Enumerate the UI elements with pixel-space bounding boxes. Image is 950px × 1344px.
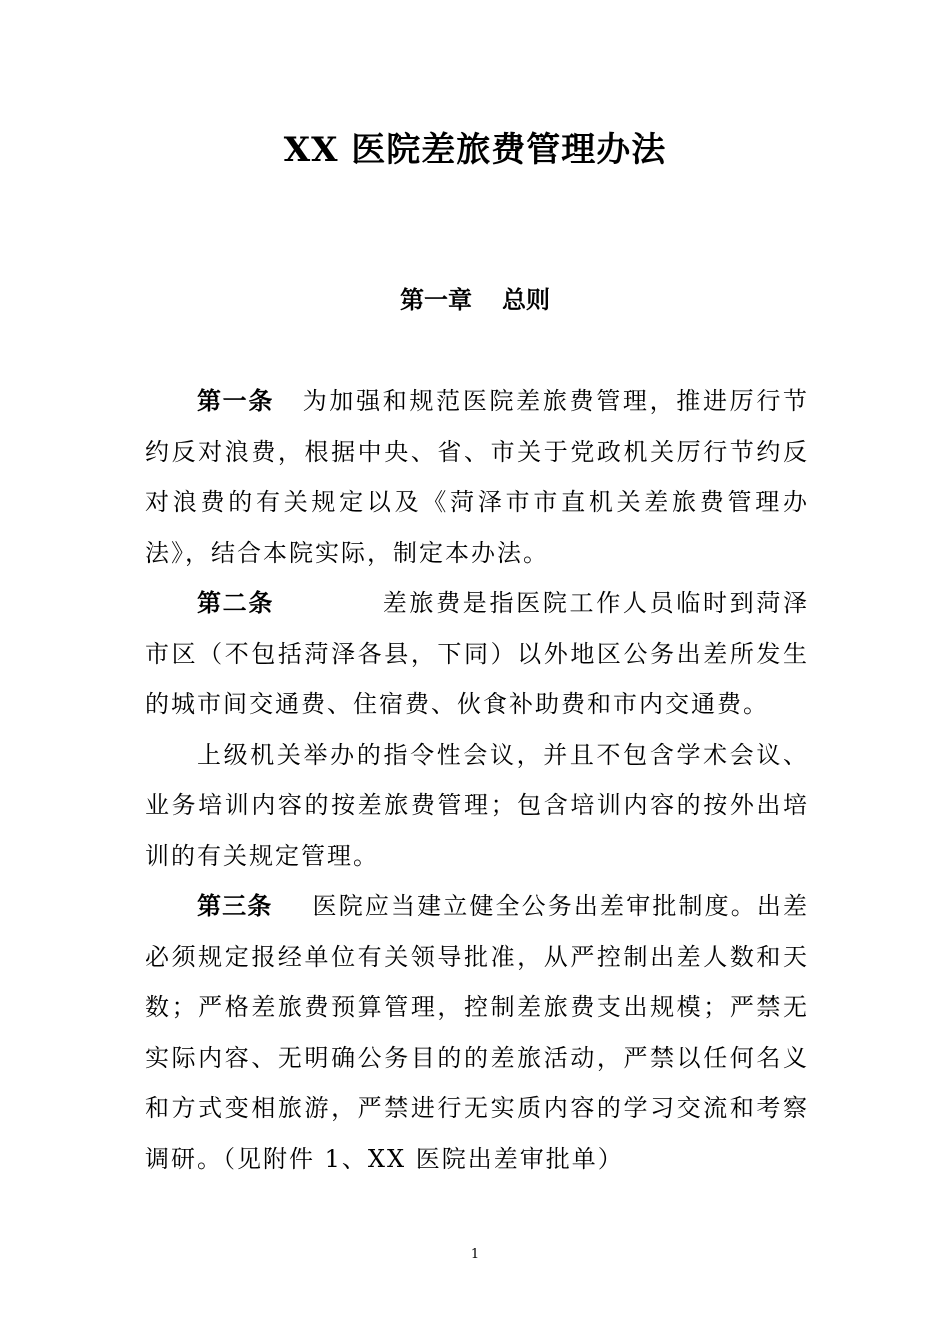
paragraph-text: 上级机关举办的指令性会议，并且不包含学术会议、业务培训内容的按差旅费管理；包含培训内容的按外出培训的有关规定管理。 — [145, 740, 809, 870]
page-number: 1 — [470, 1247, 480, 1262]
article-heading: 第二条 — [197, 588, 275, 617]
paragraph-article-2-continued — [145, 730, 809, 882]
paragraph-article-3 — [145, 881, 809, 1184]
paragraph-text: 差旅费是指医院工作人员临时到菏泽市区（不包括菏泽各县，下同）以外地区公务出差所发生的城市间交通费、住宿费、伙食补助费和市内交通费。 — [145, 589, 810, 718]
paragraph-text: 为加强和规范医院差旅费管理，推进厉行节约反对浪费，根据中央、省、市关于党政机关厉行节约反对浪费的有关规定以及《菏泽市市直机关差旅费管理办法》，结合本院实际，制定本办法。 — [145, 387, 809, 567]
paragraph-article-1 — [145, 376, 809, 578]
paragraph-text: 医院应当建立健全公务出差审批制度。出差必须规定报经单位有关领导批准，从严控制出差人数和天数；严格差旅费预算管理，控制差旅费支出规模；严禁无实际内容、无明确公务目的的差旅活动，严禁以任何名义和方式变相旅游，严禁进行无实质内容的学习交流和考察调研。（见附件 1、XX 医院出差审批单） — [145, 892, 810, 1173]
paragraph-article-2 — [145, 578, 809, 730]
article-heading: 第三条 — [197, 891, 273, 920]
document-body — [145, 376, 809, 1184]
chapter-heading — [0, 282, 950, 318]
document-title: XX 医院差旅费管理办法 — [283, 130, 667, 170]
chapter-number: 第一章 — [400, 285, 472, 314]
article-heading: 第一条 — [197, 386, 275, 415]
chapter-name: 总则 — [502, 285, 550, 314]
